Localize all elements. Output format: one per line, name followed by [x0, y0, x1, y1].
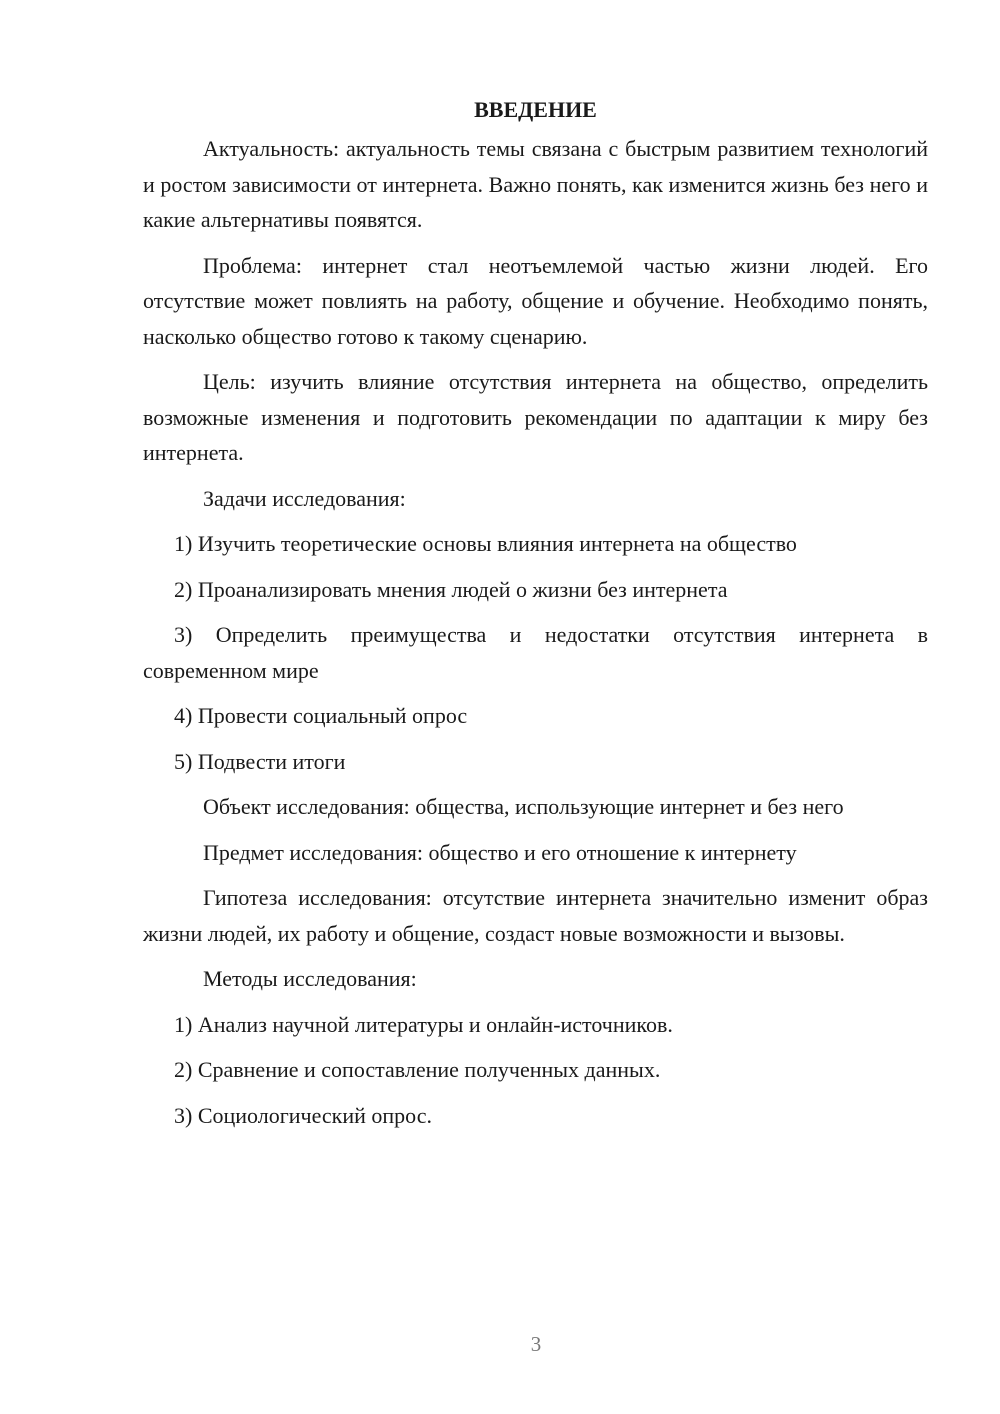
tasks-heading: Задачи исследования:	[203, 485, 406, 511]
page-number: 3	[530, 1332, 542, 1356]
task-item-3: 3) Определить преимущества и недостатки отсутствия интернета в современном мире	[143, 622, 928, 683]
paragraph-relevance: Актуальность: актуальность темы связана с быстрым развитием технологий и ростом зависимости от интернета. Важно понять, как изменится жизнь без него и какие альтернативы появятся.	[143, 136, 928, 232]
task-item-1: 1) Изучить теоретические основы влияния интернета на общество	[174, 531, 797, 556]
method-item-1: 1) Анализ научной литературы и онлайн-источников.	[174, 1011, 673, 1037]
task-item-5: 5) Подвести итоги	[174, 748, 346, 774]
methods-heading: Методы исследования:	[203, 966, 417, 991]
method-item-2: 2) Сравнение и сопоставление полученных данных.	[174, 1057, 661, 1082]
method-item-3: 3) Социологический опрос.	[174, 1102, 432, 1128]
task-item-4: 4) Провести социальный опрос	[174, 703, 468, 728]
paragraph-problem: Проблема: интернет стал неотъемлемой частью жизни людей. Его отсутствие может повлиять на работу, общение и обучение. Необходимо понять, насколько общество готово к такому сценарию.	[143, 252, 928, 349]
paragraph-goal: Цель: изучить влияние отсутствия интернета на общество, определить возможные изменения и подготовить рекомендации по адаптации к миру без интернета.	[143, 369, 928, 465]
task-item-2: 2) Проанализировать мнения людей о жизни без интернета	[174, 576, 728, 602]
document-page	[143, 90, 928, 1143]
research-subject: Предмет исследования: общество и его отношение к интернету	[203, 839, 797, 865]
section-title: ВВЕДЕНИЕ	[474, 97, 597, 122]
research-object: Объект исследования: общества, использующие интернет и без него	[203, 794, 844, 819]
research-hypothesis: Гипотеза исследования: отсутствие интернета значительно изменит образ жизни людей, их работу и общение, создаст новые возможности и вызовы.	[143, 885, 928, 946]
